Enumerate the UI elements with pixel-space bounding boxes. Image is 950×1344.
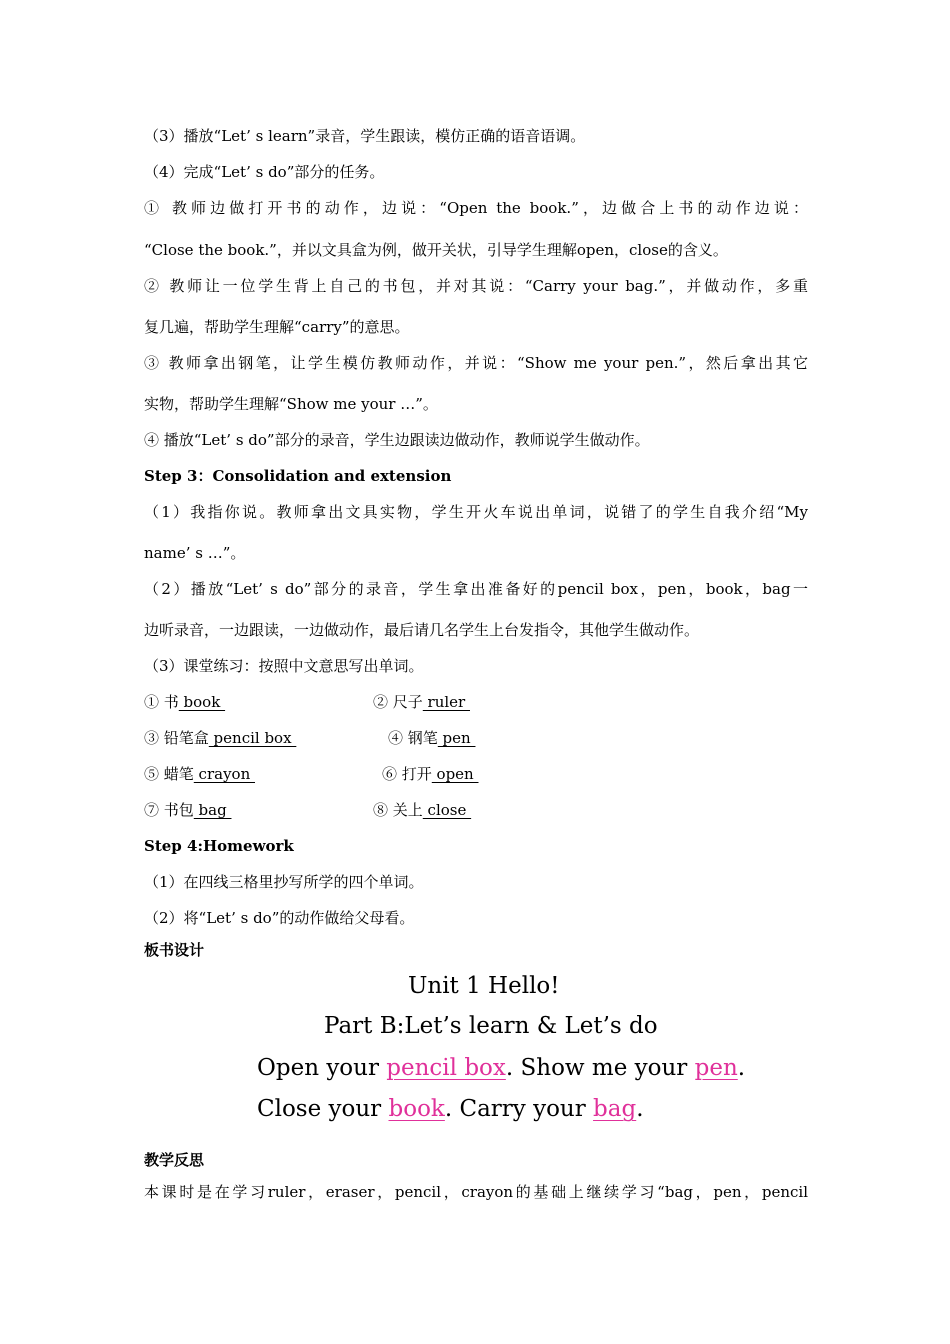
exercise-item: [144, 692, 225, 712]
board-sentence-1: [257, 1053, 745, 1083]
paragraph-reflection: 本课时是在学习ruler，eraser，pencil，crayon的基础上继续学习“bag，pen，pencil: [144, 1183, 808, 1201]
exercise-label: ④ 钢笔: [388, 729, 438, 747]
exercise-answer: book: [178, 693, 226, 711]
exercise-item: [144, 728, 296, 748]
reflection-heading: 教学反思: [144, 1151, 205, 1169]
exercise-item: [382, 764, 479, 784]
paragraph-step2-4: （4）完成“Let’ s do”部分的任务。: [144, 163, 385, 181]
exercise-label: ① 书: [144, 693, 179, 711]
exercise-item: [388, 728, 475, 748]
paragraph-item-4: ④ 播放“Let’ s do”部分的录音，学生边跟读边做动作，教师说学生做动作。: [144, 431, 650, 449]
paragraph-step3-3: （3）课堂练习：按照中文意思写出单词。: [144, 657, 424, 675]
paragraph-step4-2: （2）将“Let’ s do”的动作做给父母看。: [144, 909, 415, 927]
exercise-label: ⑤ 蜡笔: [144, 765, 194, 783]
board-sentence-2: [257, 1094, 644, 1124]
paragraph-item-2-cont: 复几遍，帮助学生理解“carry”的意思。: [144, 318, 410, 336]
board-keyword: pencil box: [386, 1055, 506, 1081]
board-keyword: bag: [593, 1096, 637, 1122]
step3-heading: Step 3：Consolidation and extension: [144, 467, 452, 485]
board-text: .: [737, 1055, 746, 1081]
paragraph-item-3: ③ 教师拿出钢笔，让学生模仿教师动作，并说：“Show me your pen.”，然后拿出其它: [144, 354, 808, 372]
paragraph-step3-2-cont: 边听录音，一边跟读，一边做动作，最后请几名学生上台发指令，其他学生做动作。: [144, 621, 700, 639]
paragraph-item-2: ② 教师让一位学生背上自己的书包，并对其说：“Carry your bag.”，并做动作，多重: [144, 277, 808, 295]
board-design-heading: 板书设计: [144, 941, 205, 959]
exercise-item: [144, 764, 255, 784]
board-text: . Show me your: [505, 1055, 695, 1081]
board-keyword: book: [388, 1096, 445, 1122]
exercise-answer: crayon: [193, 765, 255, 783]
exercise-label: ③ 铅笔盒: [144, 729, 209, 747]
exercise-item: [373, 800, 471, 820]
board-unit-title: Unit 1 Hello!: [408, 973, 560, 999]
paragraph-step2-3: （3）播放“Let’ s learn”录音，学生跟读，模仿正确的语音语调。: [144, 127, 586, 145]
exercise-answer: close: [422, 801, 472, 819]
paragraph-item-3-cont: 实物，帮助学生理解“Show me your …”。: [144, 395, 438, 413]
exercise-answer: ruler: [422, 693, 470, 711]
paragraph-item-1: ① 教师边做打开书的动作，边说：“Open the book.”，边做合上书的动作边说：: [144, 199, 808, 217]
board-text: .: [636, 1096, 644, 1122]
board-keyword: pen: [694, 1055, 738, 1081]
paragraph-step3-1-cont: name’ s …”。: [144, 544, 246, 562]
board-text: . Carry your: [444, 1096, 594, 1122]
step4-heading: Step 4:Homework: [144, 837, 294, 855]
exercise-label: ⑥ 打开: [382, 765, 432, 783]
exercise-item: [144, 800, 231, 820]
exercise-answer: open: [431, 765, 479, 783]
paragraph-step3-1: （1）我指你说。教师拿出文具实物，学生开火车说出单词，说错了的学生自我介绍“My: [144, 503, 808, 521]
exercise-item: [373, 692, 470, 712]
exercise-label: ⑦ 书包: [144, 801, 194, 819]
exercise-answer: pen: [437, 729, 476, 747]
paragraph-item-1-cont: “Close the book.”，并以文具盒为例，做开关状，引导学生理解open，close的含义。: [144, 241, 728, 259]
paragraph-step3-2: （2）播放“Let’ s do”部分的录音，学生拿出准备好的pencil box，pen，book，bag一: [144, 580, 808, 598]
board-part-title: Part B:Let’s learn & Let’s do: [324, 1013, 658, 1039]
paragraph-step4-1: （1）在四线三格里抄写所学的四个单词。: [144, 873, 424, 891]
exercise-answer: pencil box: [208, 729, 297, 747]
exercise-label: ② 尺子: [373, 693, 423, 711]
board-text: Open your: [257, 1055, 387, 1081]
board-text: Close your: [257, 1096, 389, 1122]
exercise-label: ⑧ 关上: [373, 801, 423, 819]
exercise-answer: bag: [193, 801, 232, 819]
